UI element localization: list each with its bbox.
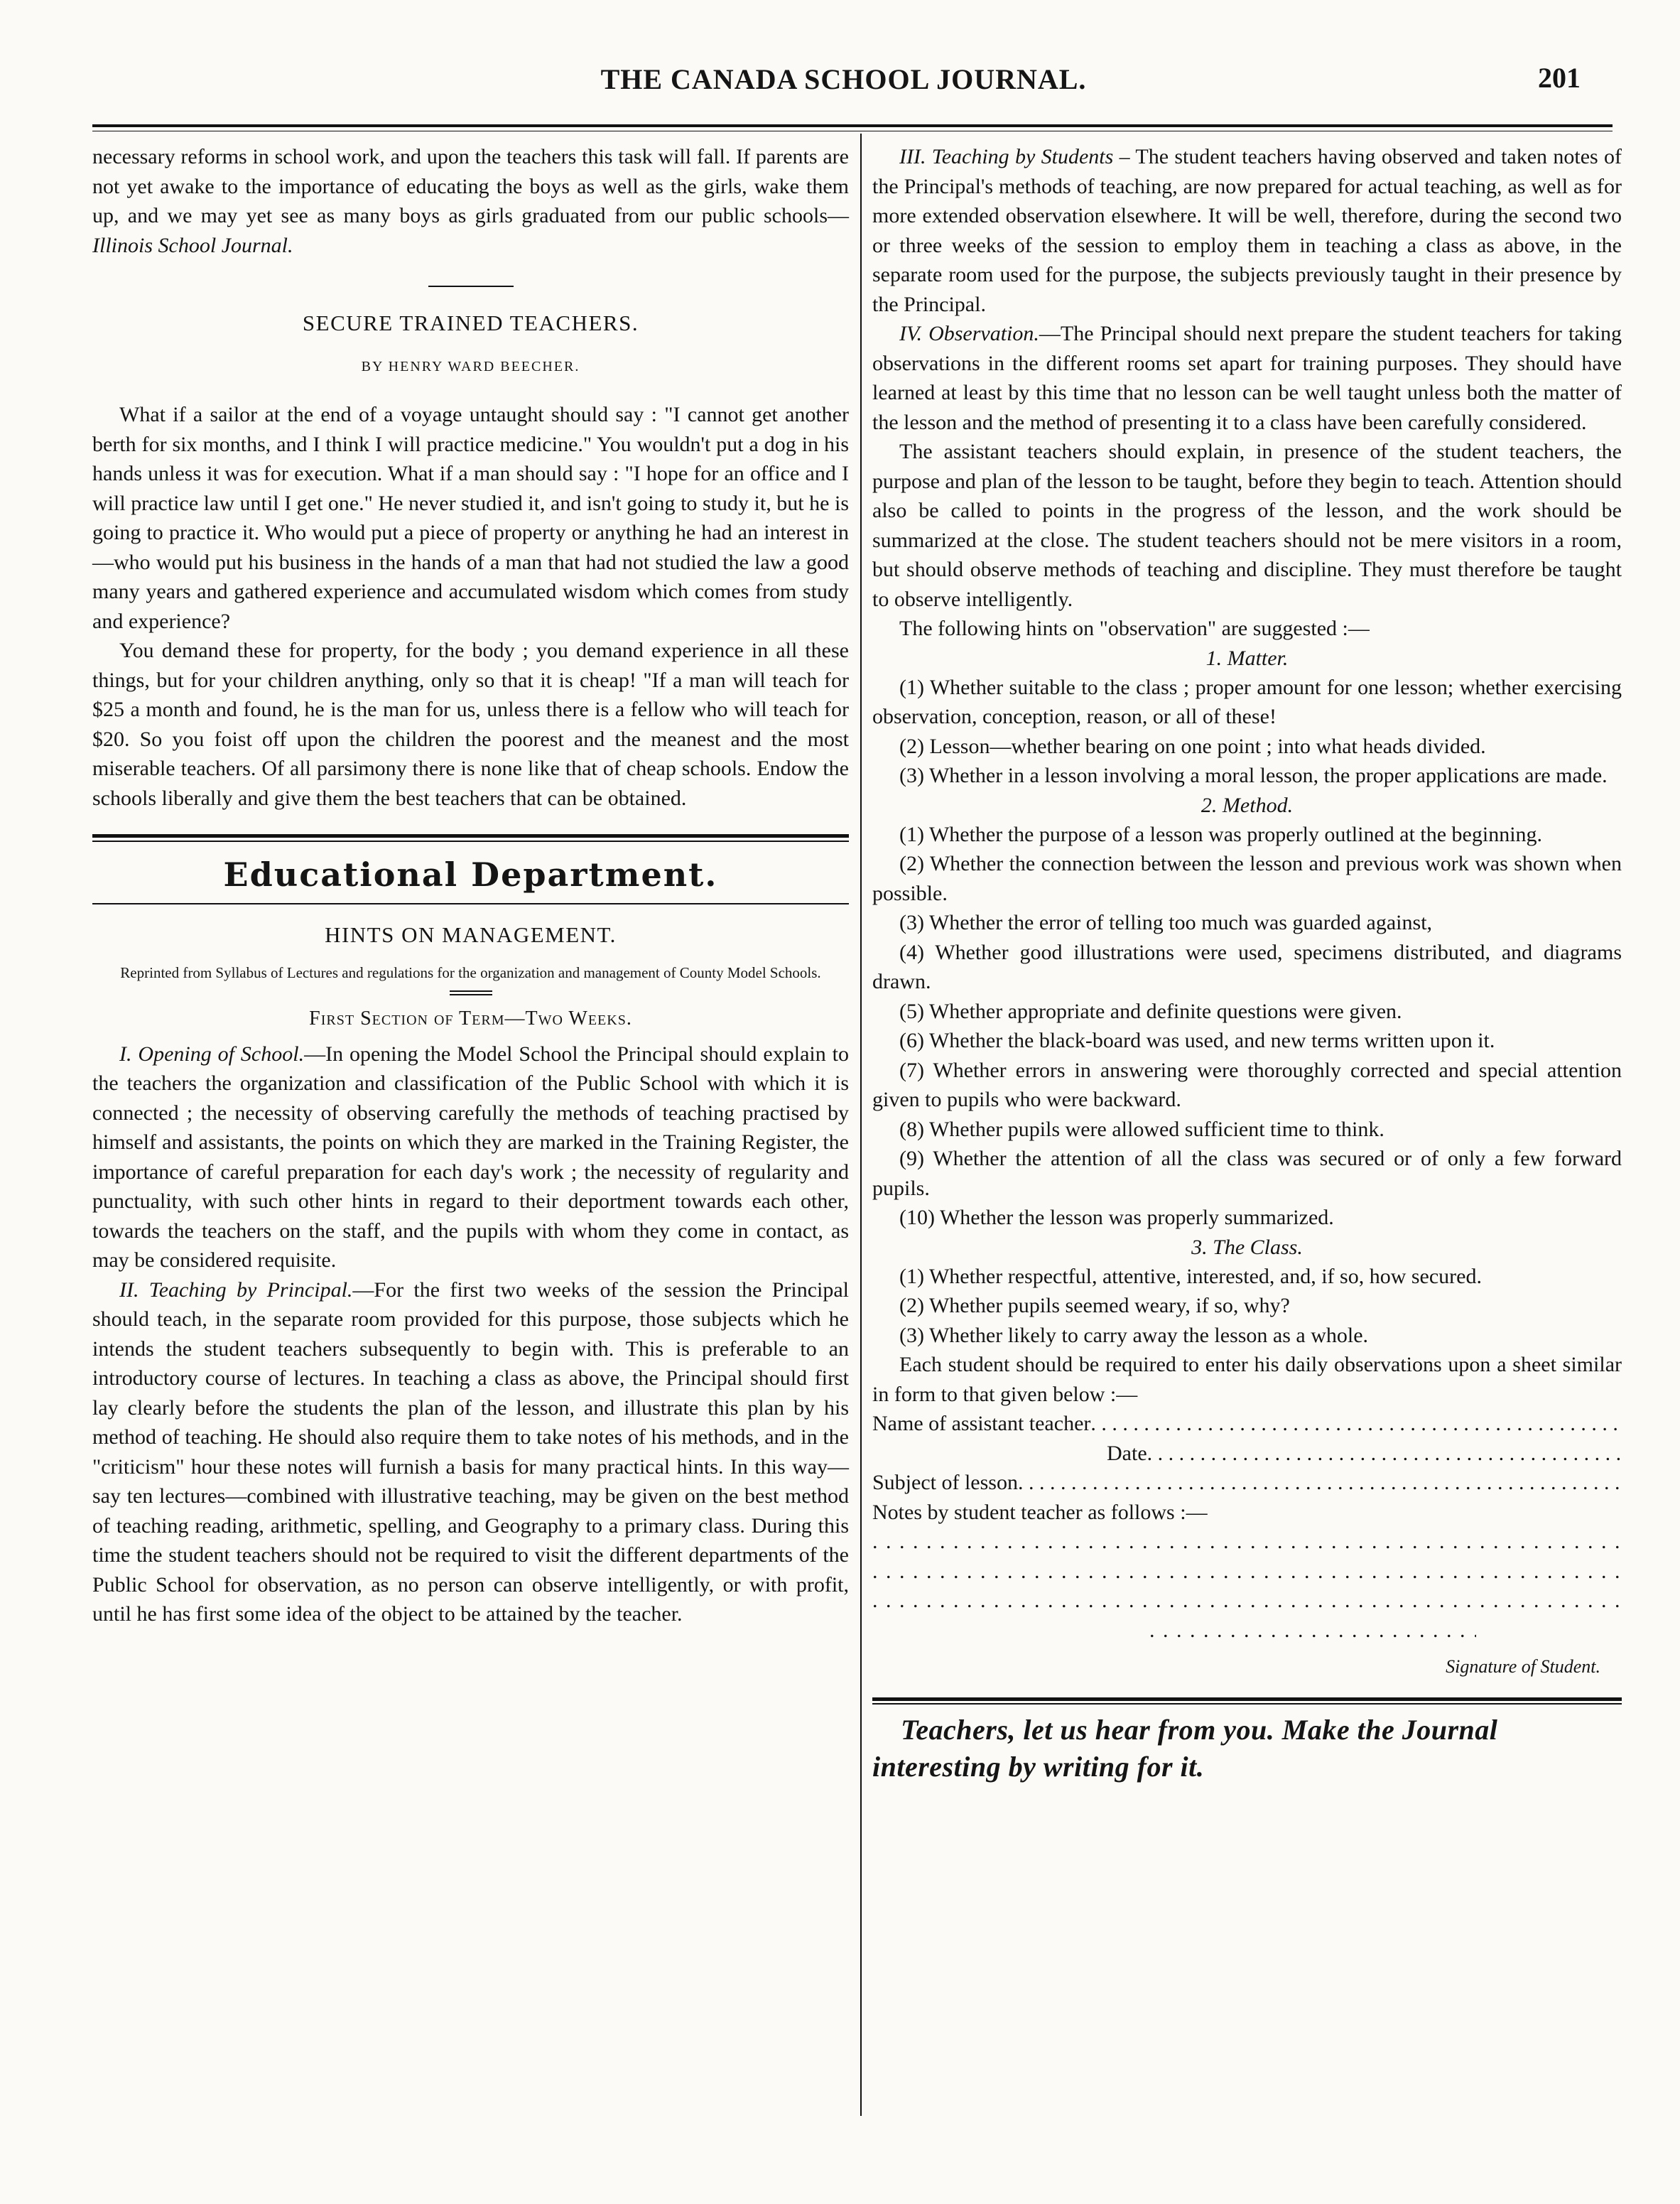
intro-source: Illinois School Journal. — [92, 233, 293, 257]
journal-title: THE CANADA SCHOOL JOURNAL. — [600, 63, 1087, 95]
right-column — [872, 142, 1622, 1786]
section-heading: First Section of Term—Two Weeks. — [309, 1008, 632, 1030]
department-rule-bottom — [92, 903, 849, 904]
article-byline: BY HENRY WARD BEECHER. — [361, 358, 580, 374]
department-title: Educational Department. — [223, 855, 718, 894]
class-heading: 3. The Class. — [1191, 1235, 1303, 1259]
left-column — [92, 142, 849, 1629]
separator-rule — [428, 286, 514, 287]
form-notes-line — [872, 1557, 1622, 1587]
list-item: (8) Whether pupils were allowed sufficient time to think. — [899, 1117, 1384, 1141]
department-rule-top — [92, 834, 849, 838]
form-notes-line — [872, 1527, 1622, 1557]
hints-intro: The following hints on "observation" are suggested :— — [899, 617, 1370, 640]
form-label: Notes by student teacher as follows :— — [872, 1500, 1208, 1524]
list-item: (2) Whether the connection between the lesson and previous work was shown when possible. — [872, 852, 1622, 905]
form-intro: Each student should be required to enter his daily observations upon a sheet similar in form to that given below :— — [872, 1353, 1622, 1406]
form-label: Date — [1107, 1441, 1147, 1465]
matter-heading: 1. Matter. — [1205, 646, 1289, 670]
header-rule — [92, 124, 1613, 131]
department-rule-top-thin — [92, 841, 849, 842]
form-notes-line — [872, 1586, 1622, 1616]
list-item: (1) Whether suitable to the class ; proper amount for one lesson; whether exercising observation, conception, reason, or all of these! — [872, 675, 1622, 728]
form-label: Subject of lesson — [872, 1471, 1018, 1494]
list-item: (1) Whether respectful, attentive, interested, and, if so, how secured. — [899, 1264, 1482, 1288]
list-item: (4) Whether good illustrations were used, specimens distributed, and diagrams drawn. — [872, 940, 1622, 993]
list-item: (3) Whether the error of telling too much was guarded against, — [899, 911, 1433, 934]
hint-item-opening: I. Opening of School.—In opening the Model School the Principal should explain to the teachers the organization and classification of the Public School with which it is connected ; the necessity of observing carefully the methods of teaching practised by himself and assistants, the points on which they are marked in the Training Register, the importance of careful preparation for each day's work ; the necessity of regularity and punctuality, with such other hints in regard to their deportment towards each other, towards the teachers on the staff, and the pupils with whom they come in contact, as may be considered requisite. — [92, 1042, 849, 1272]
assistant-teachers-paragraph: The assistant teachers should explain, in presence of the student teachers, the purpose and plan of the lesson to be taught, before they begin to teach. Attention should also be called to points in the progress of the lesson, and the work should be summarized at the close. The student teachers should not be mere visitors in a room, but should observe methods of teaching and discipline. They must therefore be taught to observe intelligently. — [872, 440, 1622, 611]
hint-item-teaching-by-principal: II. Teaching by Principal.—For the first two weeks of the session the Principal should teach, in the separate room provided for this purpose, those subjects which he intends the student teachers subsequently to begin with. This is preferable to an introductory course of lectures. In teaching a class as above, the Principal should first lay clearly before the students the plan of the lesson, and illustrate this plan by his method of teaching. He should also require them to take notes of his methods, and in the "criticism" hour these notes will furnish a basis for many practical hints. In this way—say ten lectures—combined with illustrative teaching, may be given on the best method of teaching reading, arithmetic, spelling, and Geography to a primary class. During this time the student teachers should not be required to visit the different departments of the Public School for observation, as no person can observe intelligently, or with profit, until he has first some idea of the object to be attained by the teacher. — [92, 1277, 850, 1626]
page-number: 201 — [1538, 62, 1581, 94]
form-label: Name of assistant teacher — [872, 1412, 1091, 1435]
appeal-rule — [872, 1697, 1622, 1705]
list-item: (6) Whether the black-board was used, and new terms written upon it. — [899, 1029, 1495, 1052]
list-item: (5) Whether appropriate and definite questions were given. — [899, 999, 1402, 1023]
form-line-notes — [872, 1498, 1622, 1528]
list-item: (2) Whether pupils seemed weary, if so, why? — [899, 1294, 1290, 1317]
list-item: (7) Whether errors in answering were thoroughly corrected and special attention given to pupils who were backward. — [872, 1058, 1622, 1111]
hint-item-teaching-by-students: III. Teaching by Students – The student teachers having observed and taken notes of the Principal's methods of teaching, are now prepared for actual teaching, as well as for more extended observation elsewhere. It will be well, therefore, during the second two or three weeks of the session to employ them in teaching a class as above, in the separate room used for the purpose, the subjects previously taught in their presence by the Principal. — [872, 145, 1622, 316]
form-notes-line — [872, 1616, 1476, 1646]
article-title-secure-trained-teachers: SECURE TRAINED TEACHERS. — [302, 310, 639, 335]
separator-rule — [450, 990, 492, 995]
list-item: (10) Whether the lesson was properly summarized. — [899, 1206, 1334, 1229]
reprint-note: Reprinted from Syllabus of Lectures and regulations for the organization and management of County Model Schools. — [120, 964, 821, 981]
list-item: (3) Whether likely to carry away the lesson as a whole. — [899, 1323, 1369, 1347]
form-line-subject — [872, 1468, 1622, 1498]
form-line-date — [872, 1439, 1622, 1469]
hint-item-observation: IV. Observation.—The Principal should next prepare the student teachers for taking observations in the different rooms set apart for training purposes. They should have learned at least by this time that no lesson can be well taught unless both the matter of the lesson and the method of presenting it to a class have been carefully considered. — [872, 322, 1622, 434]
article-paragraph: You demand these for property, for the body ; you demand experience in all these things, but for your children anything, only so that it is cheap! "If a man will teach for $25 a month and found, he is the man for us, unless there is a fellow who will teach for $20. So you foist off upon the children the poorest and the meanest and the most miserable teachers. Of all parsimony there is none like that of cheap schools. Endow the schools liberally and give them the best teachers that can be obtained. — [92, 639, 849, 810]
list-item: (3) Whether in a lesson involving a moral lesson, the proper applications are made. — [899, 764, 1608, 787]
form-line-assistant — [872, 1409, 1622, 1439]
article-title-hints-on-management: HINTS ON MANAGEMENT. — [325, 922, 617, 947]
list-item: (1) Whether the purpose of a lesson was properly outlined at the beginning. — [899, 822, 1543, 846]
running-head — [92, 55, 1595, 112]
signature-label: Signature of Student. — [1446, 1656, 1600, 1677]
method-heading: 2. Method. — [1201, 793, 1294, 817]
column-divider — [860, 134, 862, 2116]
list-item: (9) Whether the attention of all the class was secured or of only a few forward pupils. — [872, 1147, 1622, 1200]
article-paragraph: What if a sailor at the end of a voyage untaught should say : "I cannot get another berth for six months, and I think I will practice medicine." You wouldn't put a dog in his hands unless it was for execution. What if a man should say : "I hope for an office and I will practice law until I get one." He never studied it, and isn't going to study it, but he is going to practice it. Who would put a piece of property or anything he had an interest in—who would put his business in the hands of a man that had not studied the law a good many years and gathered experience and accumulated wisdom which comes from study and experience? — [92, 403, 849, 633]
appeal-notice: Teachers, let us hear from you. Make the Journal interesting by writing for it. — [872, 1713, 1498, 1783]
list-item: (2) Lesson—whether bearing on one point ; into what heads divided. — [899, 734, 1486, 758]
intro-paragraph: necessary reforms in school work, and upon the teachers this task will fall. If parents are not yet awake to the importance of educating the boys as well as the girls, wake them up, and we may yet see as many boys as girls graduated from our public schools—Illinois School Journal. — [92, 145, 849, 257]
